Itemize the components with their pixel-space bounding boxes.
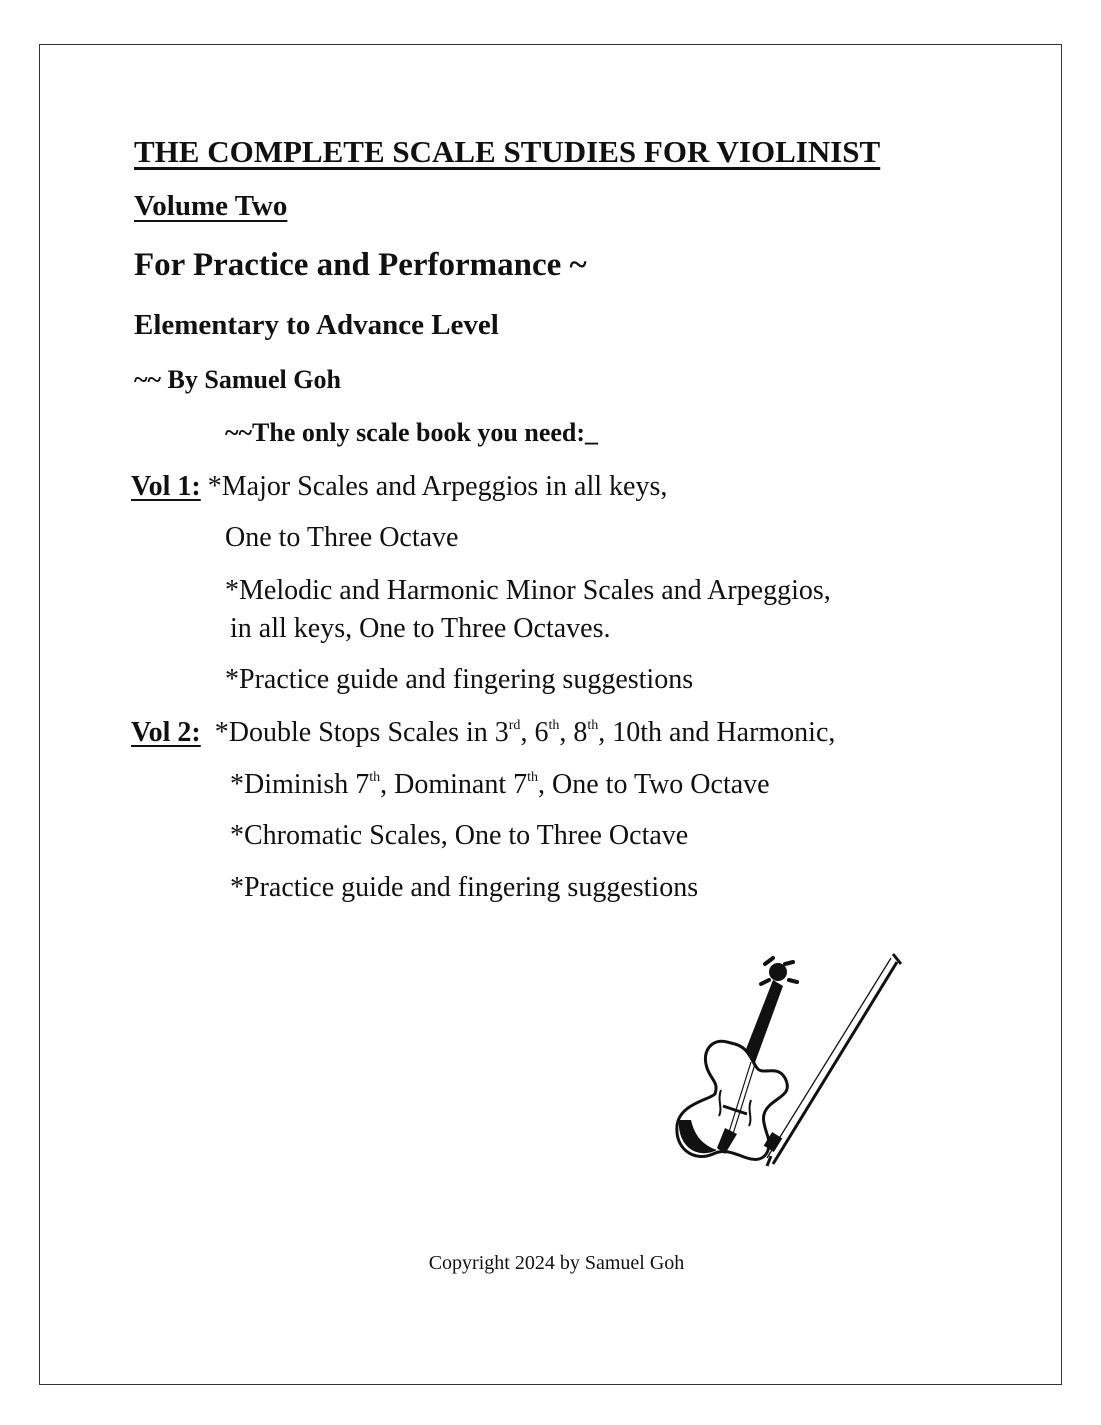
vol2-text2a: *Diminish 7 [230,769,370,800]
vol2-line3: *Chromatic Scales, One to Three Octave [230,820,689,851]
vol1-text1: *Major Scales and Arpeggios in all keys, [207,471,668,502]
vol2-text2b: , Dominant 7 [380,769,528,800]
vol2-text1a: *Double Stops Scales in 3 [214,717,509,748]
sup-th-dim: th [369,770,381,786]
vol2-text1c: , 8 [559,717,588,748]
sup-th-dom: th [527,770,539,786]
vol2-line4: *Practice guide and fingering suggestions [230,872,699,903]
book-title: THE COMPLETE SCALE STUDIES FOR VIOLINIST [134,134,881,169]
vol2-line1 [131,717,835,749]
violin-and-bow-icon [665,950,905,1180]
vol2-label: Vol 2: [131,717,201,748]
sup-rd: rd [508,718,521,734]
vol1-label: Vol 1: [131,471,201,502]
vol2-text1b: , 6 [520,717,549,748]
vol1-line5: *Practice guide and fingering suggestions [225,664,694,695]
level-heading: Elementary to Advance Level [134,309,499,341]
vol2-text2c: , One to Two Octave [538,769,770,800]
tagline: ~~The only scale book you need:_ [225,418,599,447]
copyright-notice: Copyright 2024 by Samuel Goh [428,1252,685,1274]
sup-th-6: th [548,718,560,734]
vol2-line2 [230,769,770,801]
sup-th-8: th [587,718,599,734]
vol2-text1d: , 10th and Harmonic, [598,717,836,748]
vol1-line1 [131,471,667,503]
vol1-line3: *Melodic and Harmonic Minor Scales and Arpeggios, [225,575,831,606]
subtitle: For Practice and Performance ~ [134,247,587,283]
bow [764,954,901,1166]
vol1-line4: in all keys, One to Three Octaves. [230,613,611,644]
volume-heading: Volume Two [134,190,288,222]
page-border [39,44,1062,1385]
vol1-line2: One to Three Octave [225,522,459,553]
violin-scroll [761,958,797,984]
author-line: ~~ By Samuel Goh [134,365,341,394]
